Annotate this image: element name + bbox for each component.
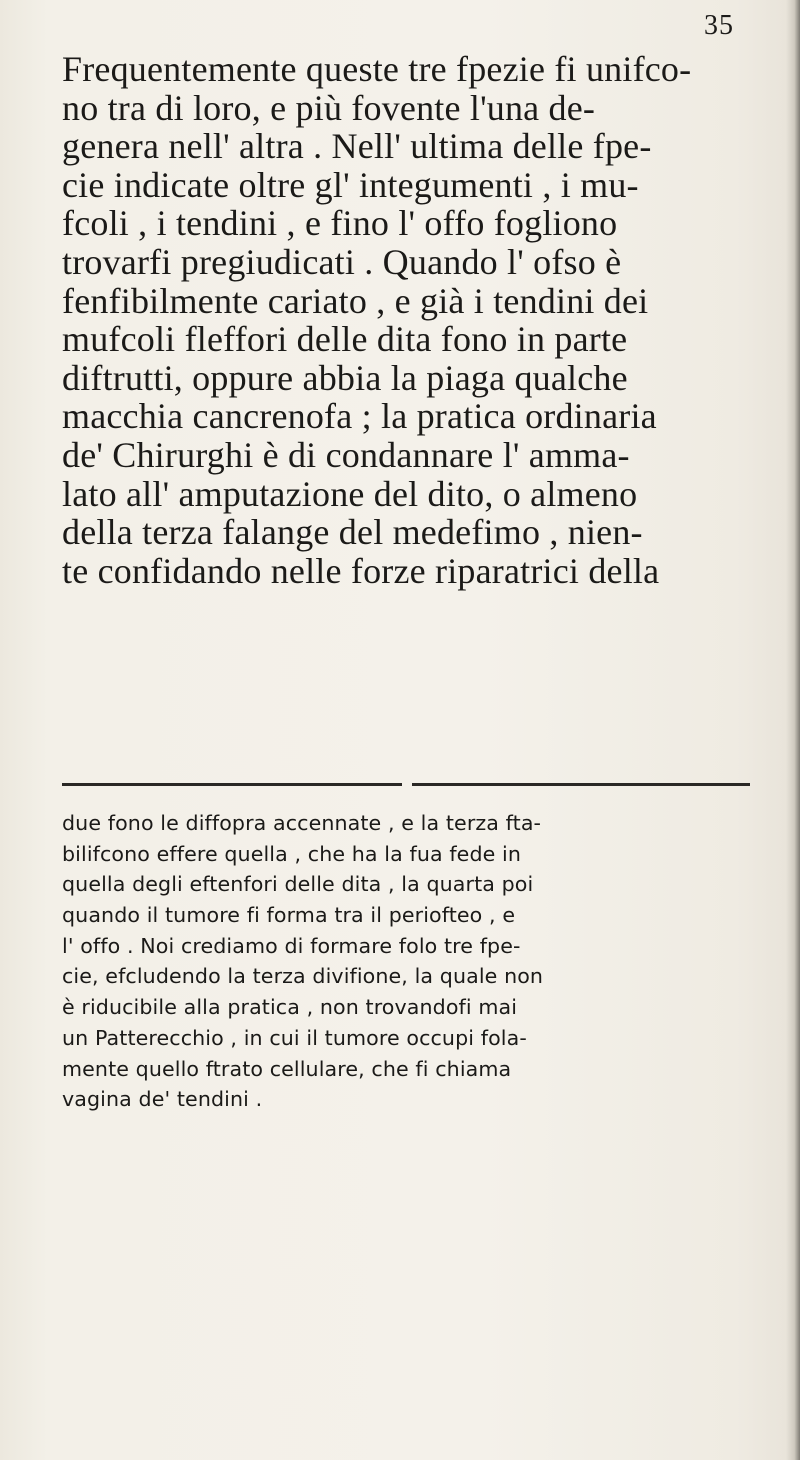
text-line: macchia cancrenofa ; la pratica ordinaria	[62, 396, 657, 437]
text-line: diftrutti, oppure abbia la piaga qualche	[62, 357, 628, 398]
page-number: 35	[704, 10, 734, 41]
footnote-line: un Patterecchio , in cui il tumore occupi fola-	[62, 1025, 527, 1050]
text-line: cie indicate oltre gl' integumenti , i mu-	[62, 164, 639, 205]
footnote-text	[62, 808, 752, 1115]
text-line: fcoli , i tendini , e fino l' offo fogliono	[62, 203, 618, 244]
footnote-line: mente quello ftrato cellulare, che fi chiama	[62, 1056, 512, 1081]
footnote-divider-right	[412, 783, 750, 786]
text-line: no tra di loro, e più fovente l'una de-	[62, 87, 596, 128]
text-line: trovarfi pregiudicati . Quando l' ofso è	[62, 241, 622, 282]
text-line: lato all' amputazione del dito, o almeno	[62, 473, 638, 514]
footnote-line: quando il tumore fi forma tra il periofteo , e	[62, 903, 516, 928]
text-line: de' Chirurghi è di condannare l' amma-	[62, 434, 630, 475]
text-line: fenfibilmente cariato , e già i tendini dei	[62, 280, 649, 321]
page-edge-shadow	[786, 0, 800, 1460]
text-line: della terza falange del medefimo , nien-	[62, 512, 643, 553]
main-text-body	[62, 50, 752, 590]
text-line: Frequentemente queste tre fpezie fi unifco-	[62, 49, 692, 89]
footnote-line: cie, efcludendo la terza divifione, la quale non	[62, 964, 544, 989]
text-line: te confidando nelle forze riparatrici della	[62, 550, 660, 591]
footnote-line: quella degli eftenfori delle dita , la quarta poi	[62, 872, 534, 897]
text-line: mufcoli fleffori delle dita fono in parte	[62, 319, 628, 360]
footnote-line: l' offo . Noi crediamo di formare folo tre fpe-	[62, 933, 521, 958]
footnote-line: è riducibile alla pratica , non trovandofi mai	[62, 995, 518, 1020]
text-line: genera nell' altra . Nell' ultima delle fpe-	[62, 126, 652, 167]
footnote-line: bilifcono effere quella , che ha la fua fede in	[62, 841, 522, 866]
footnote-divider-left	[62, 783, 402, 786]
footnote-line: vagina de' tendini .	[62, 1087, 263, 1112]
footnote-line: due fono le diffopra accennate , e la terza fta-	[62, 811, 542, 835]
